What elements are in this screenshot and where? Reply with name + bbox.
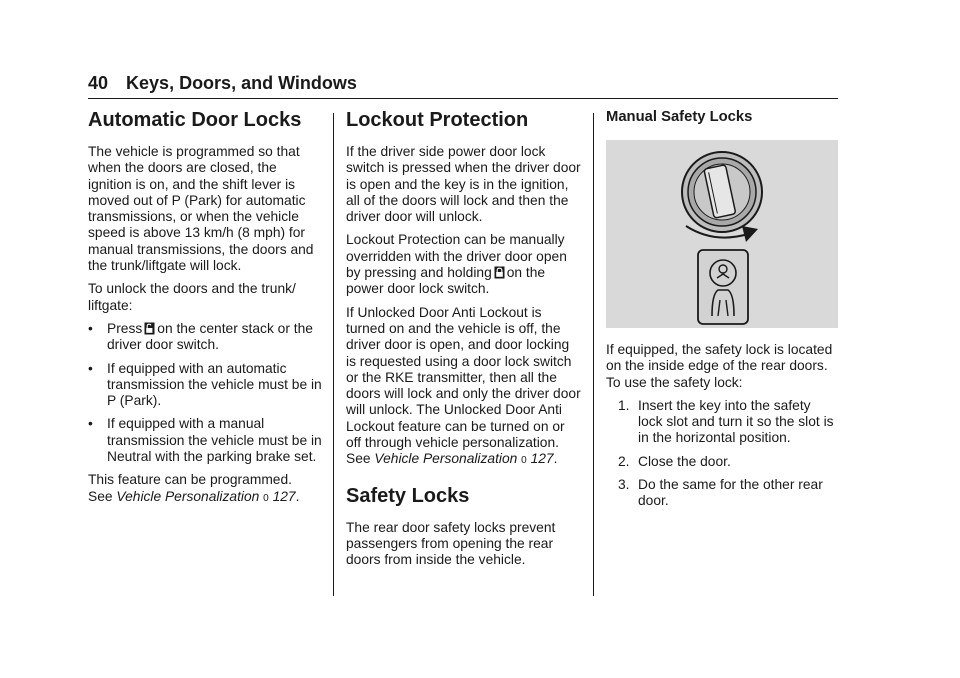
list-item (606, 454, 838, 470)
step-number: 2. (618, 453, 630, 469)
page-header (88, 72, 838, 94)
column-divider-1 (333, 113, 334, 596)
section-title: Keys, Doors, and Windows (126, 73, 357, 93)
column-divider-2 (593, 113, 594, 596)
period: . (553, 451, 558, 467)
paragraph: If equipped, the safety lock is located on the inside edge of the rear doors. To use the safety lock: (606, 342, 833, 390)
paragraph (88, 472, 324, 507)
header-rule (88, 98, 838, 99)
paragraph (346, 305, 582, 470)
paragraph-text: Lockout Protection can be manually overridden with the driver door open by pressing and holding (346, 232, 567, 281)
step-number: 1. (618, 397, 630, 413)
step-text: Close the door. (638, 453, 731, 469)
bullet-marker: • (88, 320, 93, 336)
bullet-text: If equipped with an automatic transmission the vehicle must be in P (Park). (107, 360, 322, 409)
bullet-text: Press (107, 320, 143, 336)
list-item (606, 477, 838, 510)
lock-icon (494, 266, 505, 279)
paragraph (346, 232, 582, 297)
step-text: Insert the key into the safety lock slot and turn it so the slot is in the horizontal position. (638, 397, 834, 446)
period: . (295, 488, 300, 504)
unlock-icon (144, 322, 155, 335)
paragraph-text: If Unlocked Door Anti Lockout is turned on and the vehicle is off, the driver door is open, and door locking is requested using a door lock switch or the RKE transmitter, then all the doors will lock and only the driver door will unlock. The Unlocked Door Anti Lockout feature can be turned on or off through vehicle personalization. See (346, 304, 581, 467)
paragraph: The rear door safety locks prevent passengers from opening the rear doors from inside the vehicle. (346, 519, 556, 568)
list-item (606, 398, 838, 447)
column-lockout-protection (346, 108, 582, 576)
safety-lock-illustration (606, 140, 838, 328)
bullet-text: If equipped with a manual transmission the vehicle must be in Neutral with the parking brake set. (107, 416, 322, 465)
safety-lock-figure-svg (606, 140, 838, 328)
bullet-marker: • (88, 416, 93, 432)
bullet-marker: • (88, 360, 93, 376)
heading-safety-locks: Safety Locks (346, 484, 470, 507)
step-text: Do the same for the other rear door. (638, 477, 823, 509)
page-ref-arrow: 0 (263, 492, 269, 504)
list-item (88, 361, 324, 410)
see-text: See (88, 488, 113, 504)
paragraph-text: on the power door lock switch. (346, 265, 546, 297)
page-ref-number[interactable]: 127 (272, 488, 296, 504)
page-number: 40 (88, 73, 109, 93)
paragraph-text: This feature can be programmed. (88, 472, 292, 488)
paragraph: To unlock the doors and the trunk/ liftgate: (88, 281, 296, 313)
heading-lockout-protection: Lockout Protection (346, 109, 529, 131)
bullet-text: on the center stack or the driver door switch. (107, 320, 313, 353)
list-item (88, 416, 324, 465)
step-number: 3. (618, 477, 630, 493)
column-manual-safety-locks (606, 108, 838, 517)
heading-manual-safety-locks: Manual Safety Locks (606, 109, 753, 125)
steps-list (606, 398, 838, 510)
paragraph: If the driver side power door lock switch is pressed when the driver door is open and the key is in the ignition, all of the doors will lock and then the driver door will unlock. (346, 144, 581, 225)
bullet-list (88, 321, 324, 465)
cross-reference-link[interactable]: Vehicle Personalization (374, 451, 518, 467)
cross-reference-link[interactable]: Vehicle Personalization (116, 488, 260, 504)
page-ref-arrow: 0 (521, 455, 527, 467)
column-automatic-door-locks (88, 108, 324, 514)
paragraph: The vehicle is programmed so that when the doors are closed, the ignition is on, and the shift lever is moved out of P (Park) for automatic transmissions, or when the vehicle speed is above 13 km/h (8 mph) for manual transmissions, the doors and the trunk/liftgate will lock. (88, 144, 314, 274)
page-ref-number[interactable]: 127 (530, 451, 554, 467)
heading-automatic-door-locks: Automatic Door Locks (88, 109, 302, 131)
list-item (88, 321, 324, 354)
